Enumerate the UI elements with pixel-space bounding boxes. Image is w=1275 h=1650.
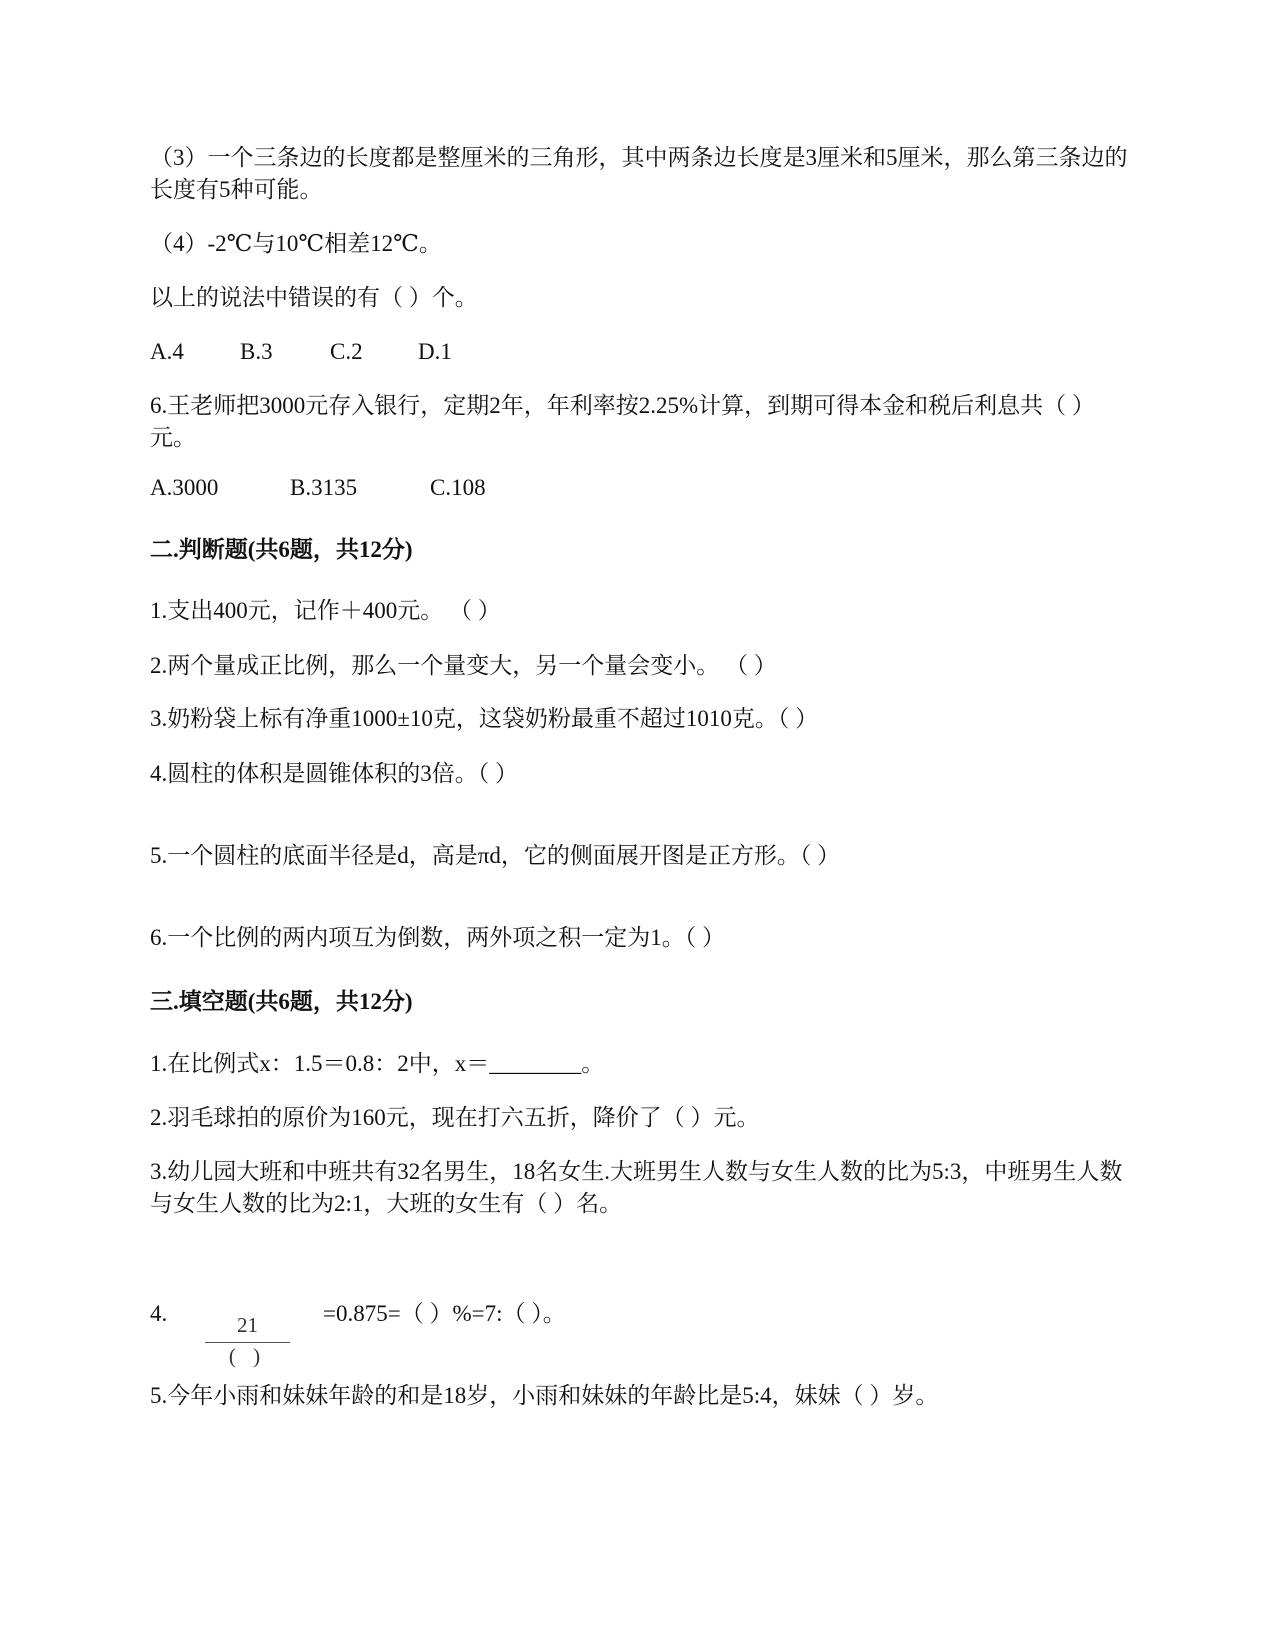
judgement-item-5: 5.一个圆柱的底面半径是d，高是πd，它的侧面展开图是正方形。（ ） (150, 843, 841, 868)
judgement-item-3: 3.奶粉袋上标有净重1000±10克，这袋奶粉最重不超过1010克。（ ） (150, 706, 819, 731)
judgement-item-1: 1.支出400元，记作＋400元。 （ ） (150, 598, 501, 623)
question-stem: 以上的说法中错误的有（ ）个。 (150, 285, 478, 310)
statement-4: （4）-2℃与10℃相差12℃。 (150, 231, 442, 256)
section-heading-fill-in: 三.填空题(共6题，共12分) (150, 989, 413, 1014)
q5-options (150, 336, 1130, 368)
fill-item-3: 3.幼儿园大班和中班共有32名男生，18名女生.大班男生人数与女生人数的比为5:3，中班男生人数与女生人数的比为2:1，大班的女生有（ ）名。 (150, 1159, 1123, 1216)
option-d: D.1 (418, 339, 452, 364)
option-a: A.4 (150, 339, 184, 364)
option-c: C.2 (330, 339, 363, 364)
option-c: C.108 (430, 475, 486, 500)
section-heading-judgement: 二.判断题(共6题，共12分) (150, 537, 413, 562)
question-6: 6.王老师把3000元存入银行，定期2年，年利率按2.25%计算，到期可得本金和税后利息共（ ）元。 (150, 393, 1095, 450)
judgement-item-4: 4.圆柱的体积是圆锥体积的3倍。（ ） (150, 761, 518, 786)
judgement-item-2: 2.两个量成正比例，那么一个量变大，另一个量会变小。 （ ） (150, 653, 777, 678)
option-b: B.3 (240, 339, 273, 364)
fill-item-4-rest: =0.875=（ ）%=7:（ ）。 (323, 1301, 566, 1326)
statement-3: （3）一个三条边的长度都是整厘米的三角形，其中两条边长度是3厘米和5厘米，那么第三条边的长度有5种可能。 (150, 145, 1128, 202)
fill-item-5: 5.今年小雨和妹妹年龄的和是18岁，小雨和妹妹的年龄比是5:4，妹妹（ ）岁。 (150, 1383, 939, 1408)
fraction-image (205, 1312, 290, 1372)
option-a: A.3000 (150, 475, 219, 500)
fraction-denominator: ( ) (228, 1344, 267, 1368)
option-b: B.3135 (290, 475, 358, 500)
fill-item-2: 2.羽毛球拍的原价为160元，现在打六五折，降价了（ ）元。 (150, 1105, 760, 1130)
fill-item-1: 1.在比例式x：1.5＝0.8：2中，x＝________。 (150, 1051, 605, 1076)
q6-options (150, 472, 1130, 504)
judgement-item-6: 6.一个比例的两内项互为倒数，两外项之积一定为1。（ ） (150, 925, 725, 950)
fraction-numerator: 21 (237, 1313, 258, 1337)
fill-item-4-number: 4. (150, 1301, 168, 1326)
